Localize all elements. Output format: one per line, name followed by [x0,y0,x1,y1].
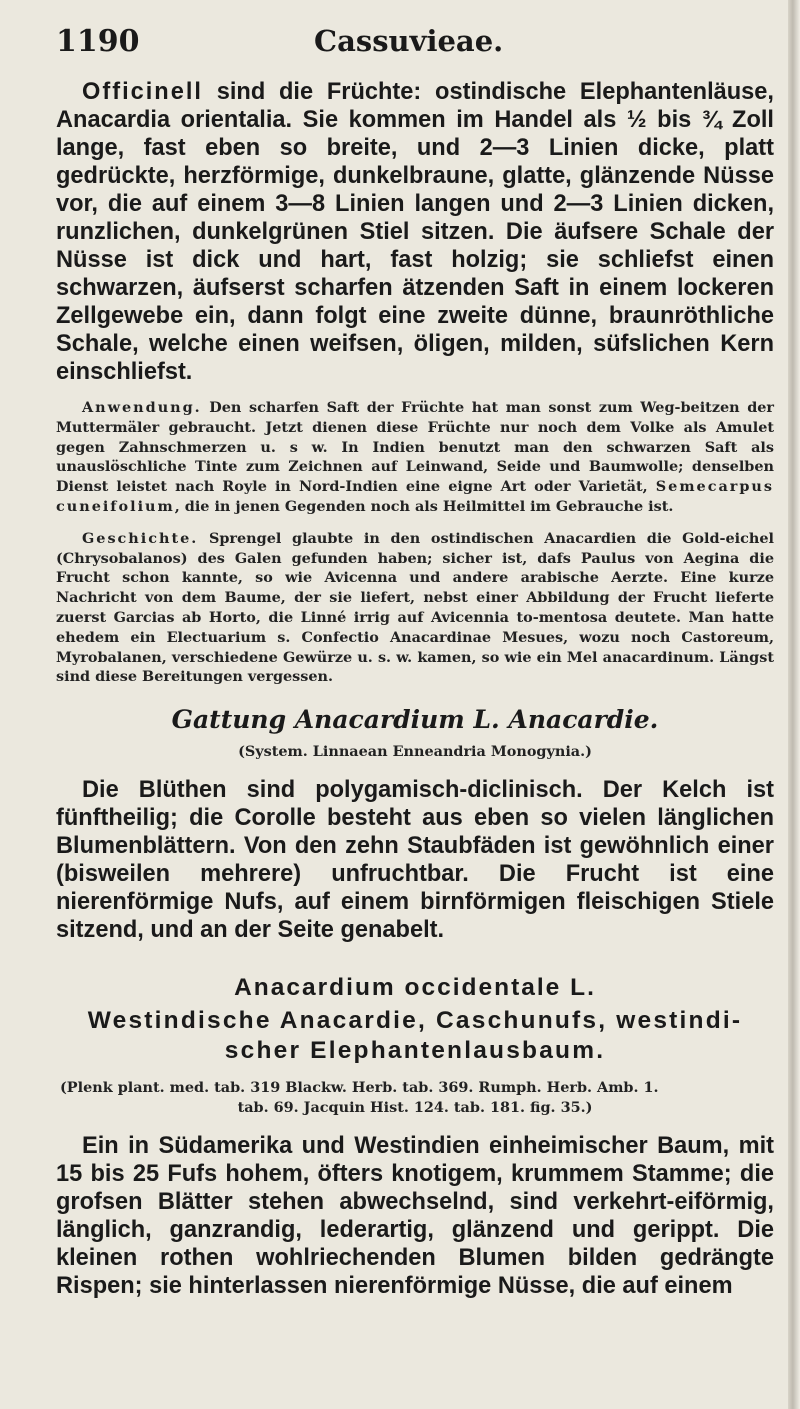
paragraph-bluethen: Die Blüthen sind polygamisch-diclinisch. Der Kelch ist fünftheilig; die Corolle besteht aus eben so vielen länglichen Blumenblättern. Von den zehn Staubfäden ist gewöhnlich einer (bisweilen mehrere) unfruchtbar. Die Frucht ist eine nierenförmige Nufs, auf einem birnförmigen fleischigen Stiele sitzend, und an der Seite genabelt. [56,776,774,943]
running-head: Cassuvieae. [314,24,504,58]
references-line2: tab. 69. Jacquin Hist. 124. tab. 181. fig. 35.) [237,1098,593,1116]
text-anwendung-end: , die in jenen Gegenden noch als Heilmittel im Gebrauche ist. [174,497,674,515]
paragraph-officinell [56,78,774,386]
variety-name: Semecarpus cuneifolium [56,478,774,515]
references-line1: (Plenk plant. med. tab. 319 Blackw. Herb. tab. 369. Rumph. Herb. Amb. 1. [60,1078,659,1096]
page-edge [788,0,800,1409]
system-line: (System. Linnaean Enneandria Monogynia.) [238,743,592,761]
page-header [56,24,728,64]
paragraph-suedamerika: Ein in Südamerika und Westindien einheimischer Baum, mit 15 bis 25 Fufs hohem, öfters knotigem, krummem Stamme; die grofsen Blätter stehen abwechselnd, sind verkehrt-eiförmig, länglich, ganzrandig, lederartig, glänzend und gerippt. Die kleinen rothen wohlriechenden Blumen bilden gedrängte Rispen; sie hinterlassen nierenförmige Nüsse, die auf einem [56,1132,774,1299]
page-number: 1190 [56,24,140,59]
text-officinell: sind die Früchte: ostindische Elephantenläuse, Anacardia orientalia. Sie kommen im Handel als ½ bis ¾ Zoll lange, fast eben so breite, und 2—3 Linien dicke, platt gedrückte, herzförmige, dunkelbraune, glatte, glänzende Nüsse vor, die auf einem 3—8 Linien langen und 2—3 Linien dicken, runzlichen, dunkelgrünen Stiel sitzen. Die äufsere Schale der Nüsse ist dick und hart, fast holzig; sie schliefst einen schwarzen, äufserst scharfen ätzenden Saft in einem lockeren Zellgewebe ein, dann folgt eine zweite dünne, braunröthliche Schale, welche einen weifsen, öligen, milden, süfslichen Kern einschliefst. [56,79,774,385]
genus-heading: Gattung Anacardium L. Anacardie. [171,705,659,735]
lead-geschichte: Geschichte. [82,529,199,547]
text-anwendung: Den scharfen Saft der Früchte hat man sonst zum Weg-beitzen der Muttermäler gebraucht. Jetzt dienen diese Früchte nur noch dem Volke als Amulet gegen Zahnschmerzen u. s w. In Indien benutzt man den schwarzen Saft als unauslöschliche Tinte zum Zeichnen auf Leinwand, Seide und Baumwolle; denselben Dienst leistet nach Royle in Nord-Indien eine eigne Art oder Varietät, [56,399,774,496]
text-geschichte: Sprengel glaubte in den ostindischen Anacardien die Gold-eichel (Chrysobalanos) des Galen gefunden haben; sicher ist, dafs Paulus von Aegina die Frucht schon kannte, so wie Avicenna und andere arabische Aerzte. Eine kurze Nachricht von dem Baume, der sie liefert, nebst einer Abbildung der Frucht lieferte zuerst Garcias ab Horto, die Linné irrig auf Avicennia to-mentosa deutete. Man hatte ehedem ein Electuarium s. Confectio Anacardinae Mesues, wozu noch Castoreum, Myrobalanen, verschiedene Gewürze u. s. w. kamen, so wie ein Mel anacardinum. Längst sind diese Bereitungen vergessen. [56,529,774,686]
species-heading: Anacardium occidentale L. [234,973,596,1001]
paragraph-geschichte [56,529,774,687]
species-common-line1: Westindische Anacardie, Caschunufs, westindi- [87,1006,743,1034]
lead-anwendung: Anwendung. [82,399,202,416]
page-body [56,78,774,1300]
lead-officinell: Officinell [82,79,203,105]
species-common-line2: scher Elephantenlausbaum. [224,1036,606,1064]
paragraph-anwendung [56,398,774,517]
